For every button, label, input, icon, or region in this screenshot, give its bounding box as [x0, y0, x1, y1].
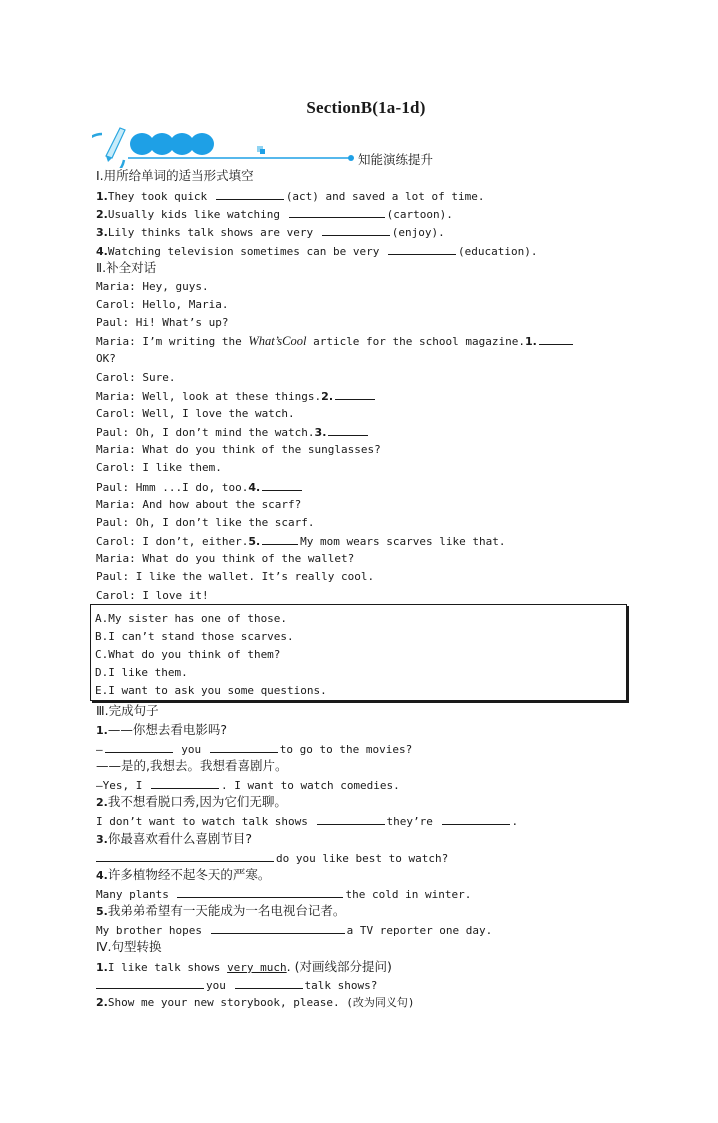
dialogue-line: Maria: I’m writing the What’sCool article for the school magazine.1.: [96, 334, 575, 349]
option-e: E.I want to ask you some questions.: [95, 684, 327, 697]
s3-q4-cn: 4.许多植物经不起冬天的严寒。: [96, 867, 271, 882]
dialogue-line: Maria: Hey, guys.: [96, 280, 209, 293]
section-3-heading: Ⅲ.完成句子: [96, 703, 159, 718]
dialogue-line: Carol: I don’t, either.5. My mom wears scarves like that.: [96, 535, 506, 548]
s3-q3-en: do you like best to watch?: [96, 851, 448, 866]
answer-blank[interactable]: [442, 814, 510, 825]
answer-blank[interactable]: [235, 978, 303, 989]
dialogue-line: Maria: What do you think of the wallet?: [96, 552, 355, 565]
s3-q1-cn2: ——是的,我想去。我想看喜剧片。: [96, 758, 288, 773]
answer-blank[interactable]: [328, 425, 368, 436]
dialogue-line: Maria: And how about the scarf?: [96, 498, 302, 511]
s3-q5-cn: 5.我弟弟希望有一天能成为一名电视台记者。: [96, 903, 346, 918]
answer-blank[interactable]: [289, 207, 385, 218]
s3-q1-cn: 1.——你想去看电影吗?: [96, 722, 227, 737]
option-c: C.What do you think of them?: [95, 648, 281, 661]
s4-q1-answer: you talk shows?: [96, 978, 377, 993]
dialogue-line: Carol: Hello, Maria.: [96, 298, 229, 311]
s3-q4-en: Many plants the cold in winter.: [96, 888, 472, 901]
options-box: [90, 604, 627, 701]
pen-icon: [92, 128, 125, 168]
option-d: D.I like them.: [95, 666, 188, 679]
s3-q2-cn: 2.我不想看脱口秀,因为它们无聊。: [96, 794, 287, 809]
s1-item-3: 3.Lily thinks talk shows are very (enjoy).: [96, 226, 445, 239]
answer-blank[interactable]: [177, 887, 343, 898]
dialogue-line: Paul: I like the wallet. It’s really cool.: [96, 570, 375, 583]
answer-blank[interactable]: [211, 923, 345, 934]
dialogue-line: Maria: Well, look at these things.2.: [96, 389, 377, 404]
answer-blank[interactable]: [262, 534, 298, 545]
dialogue-line: Carol: Well, I love the watch.: [96, 407, 295, 420]
s1-item-2: 2.Usually kids like watching (cartoon).: [96, 208, 453, 221]
section-1-heading: Ⅰ.用所给单词的适当形式填空: [96, 168, 254, 183]
s4-q1: 1.I like talk shows very much. (对画线部分提问): [96, 959, 392, 974]
s3-q3-cn: 3.你最喜欢看什么喜剧节目?: [96, 831, 252, 846]
underlined-phrase: very much: [227, 961, 287, 974]
dialogue-line: Paul: Hi! What’s up?: [96, 316, 229, 329]
answer-blank[interactable]: [317, 814, 385, 825]
dialogue-line: Paul: Hmm ...I do, too.4.: [96, 480, 304, 495]
s1-item-4: 4.Watching television sometimes can be very (education).: [96, 245, 538, 258]
answer-blank[interactable]: [96, 978, 204, 989]
answer-blank[interactable]: [335, 389, 375, 400]
dialogue-line: Carol: Sure.: [96, 371, 176, 384]
s3-q5-en: My brother hopes a TV reporter one day.: [96, 924, 493, 937]
answer-blank[interactable]: [105, 742, 173, 753]
page-title: SectionB(1a-1d): [306, 98, 426, 117]
answer-blank[interactable]: [322, 225, 390, 236]
dialogue-line: Maria: What do you think of the sunglasses?: [96, 443, 381, 456]
s1-item-1: 1.They took quick (act) and saved a lot of time.: [96, 190, 485, 203]
answer-blank[interactable]: [151, 778, 219, 789]
dialogue-line: Paul: Oh, I don’t like the scarf.: [96, 516, 315, 529]
answer-blank[interactable]: [96, 851, 274, 862]
dialogue-line: OK?: [96, 352, 116, 365]
section-4-heading: Ⅳ.句型转换: [96, 939, 162, 954]
s4-q2: 2.Show me your new storybook, please. (改为同义句): [96, 996, 415, 1009]
answer-blank[interactable]: [216, 189, 284, 200]
dialogue-line: Carol: I love it!: [96, 589, 209, 602]
s3-q1-en: — you to go to the movies?: [96, 743, 413, 756]
s3-q2-en: I don’t want to watch talk shows they’re .: [96, 815, 519, 828]
decor-dots: [130, 133, 214, 155]
dialogue-line: Carol: I like them.: [96, 461, 222, 474]
dialogue-line: Paul: Oh, I don’t mind the watch.3.: [96, 425, 370, 440]
answer-blank[interactable]: [388, 244, 456, 255]
s3-q1-en2: —Yes, I . I want to watch comedies.: [96, 779, 400, 792]
answer-blank[interactable]: [539, 334, 573, 345]
section-2-heading: Ⅱ.补全对话: [96, 260, 157, 275]
answer-blank[interactable]: [262, 480, 302, 491]
answer-blank[interactable]: [210, 742, 278, 753]
banner-label: 知能演练提升: [358, 152, 434, 167]
option-a: A.My sister has one of those.: [95, 612, 288, 625]
option-b: B.I can’t stand those scarves.: [95, 630, 294, 643]
